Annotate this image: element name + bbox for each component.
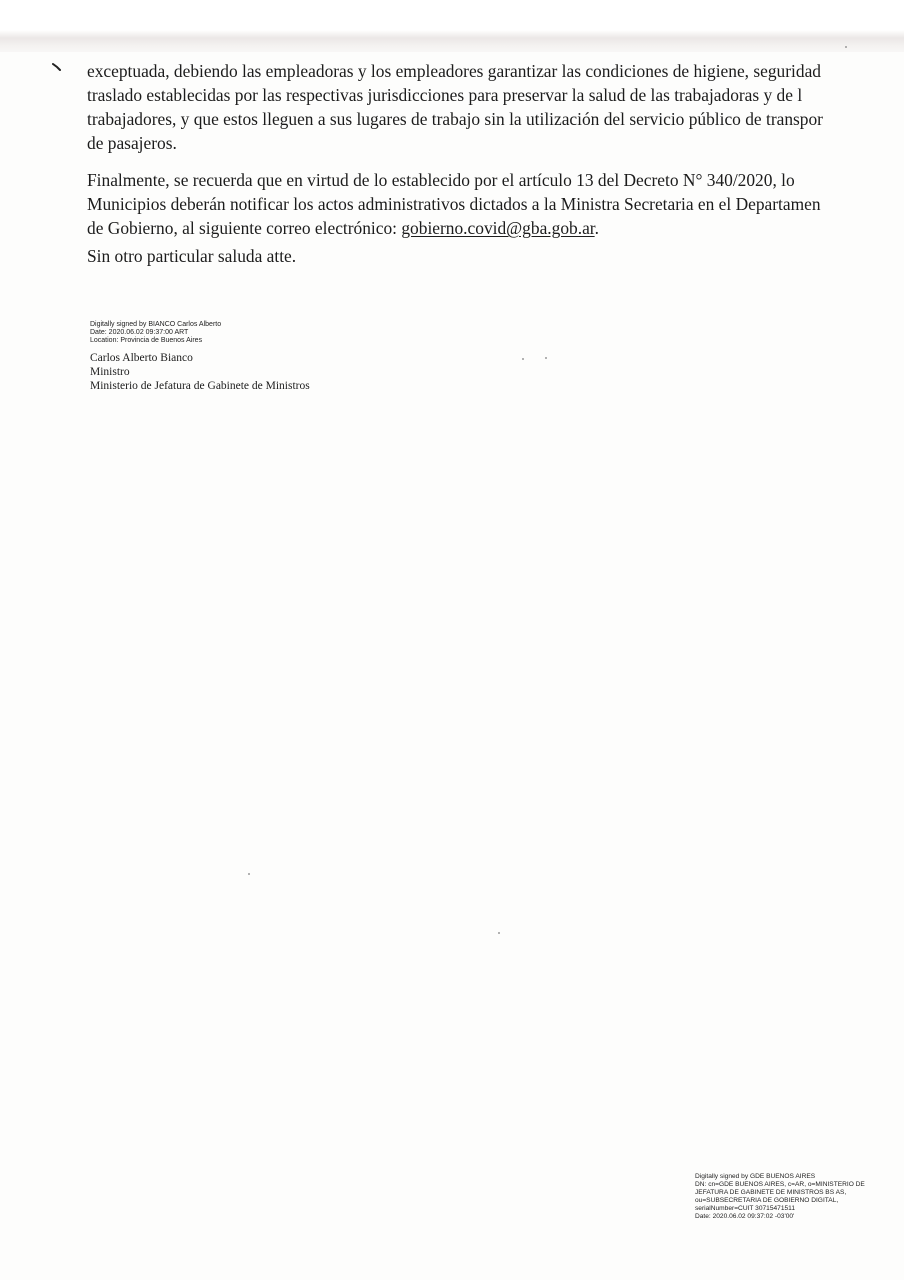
signer-name: Carlos Alberto Bianco: [90, 352, 193, 364]
pen-mark-icon: [52, 62, 62, 72]
signer-ministry: Ministerio de Jefatura de Gabinete de Ministros: [90, 380, 310, 392]
closing-line: [87, 244, 904, 268]
paragraph-line: traslado establecidas por las respectivas jurisdicciones para preservar la salud de las trabajadoras y de l: [87, 85, 803, 105]
paragraph-line: Municipios deberán notificar los actos administrativos dictados a la Ministra Secretaria en el Departamen: [87, 194, 821, 214]
stamp-line: DN: cn=GDE BUENOS AIRES, c=AR, o=MINISTERIO DE: [695, 1180, 865, 1188]
scan-speck: [498, 932, 500, 934]
paragraph-line: exceptuada, debiendo las empleadoras y los empleadores garantizar las condiciones de higiene, seguridad: [87, 61, 821, 81]
stamp-line: Date: 2020.06.02 09:37:02 -03'00': [695, 1212, 795, 1220]
stamp-line: serialNumber=CUIT 30715471511: [695, 1204, 796, 1212]
scan-speck: [845, 46, 847, 48]
paragraph-line: [87, 216, 904, 240]
paragraph-line: Finalmente, se recuerda que en virtud de lo establecido por el artículo 13 del Decreto N° 340/2020, lo: [87, 170, 795, 190]
signature-line: Digitally signed by BIANCO Carlos Alberto: [90, 321, 222, 328]
signature-line: Date: 2020.06.02 09:37:00 ART: [90, 329, 189, 336]
body-paragraph-2: [87, 168, 904, 240]
paragraph-line: de pasajeros.: [87, 133, 177, 153]
scan-speck: [545, 357, 547, 359]
closing-text: Sin otro particular saluda atte.: [87, 246, 297, 266]
stamp-line: JEFATURA DE GABINETE DE MINISTROS BS AS,: [695, 1188, 847, 1196]
paragraph-text: de Gobierno, al siguiente correo electrónico:: [87, 218, 402, 238]
signer-role: Ministro: [90, 366, 130, 378]
body-paragraph-1: [87, 59, 904, 155]
signature-block: [90, 321, 310, 393]
scan-speck: [248, 873, 250, 875]
signature-line: Location: Provincia de Buenos Aires: [90, 337, 203, 344]
paragraph-text: .: [594, 218, 599, 238]
digital-signature-info: [90, 321, 310, 345]
stamp-line: Digitally signed by GDE BUENOS AIRES: [695, 1173, 816, 1180]
gde-digital-stamp: [695, 1173, 904, 1220]
stamp-line: ou=SUBSECRETARIA DE GOBIERNO DIGITAL,: [695, 1196, 839, 1204]
signer-details: [90, 351, 310, 393]
contact-email-link[interactable]: gobierno.covid@gba.gob.ar: [401, 218, 595, 238]
scan-speck: [522, 358, 524, 360]
paragraph-line: trabajadores, y que estos lleguen a sus lugares de trabajo sin la utilización del servicio público de transpor: [87, 109, 823, 129]
scan-top-edge: [0, 0, 904, 52]
